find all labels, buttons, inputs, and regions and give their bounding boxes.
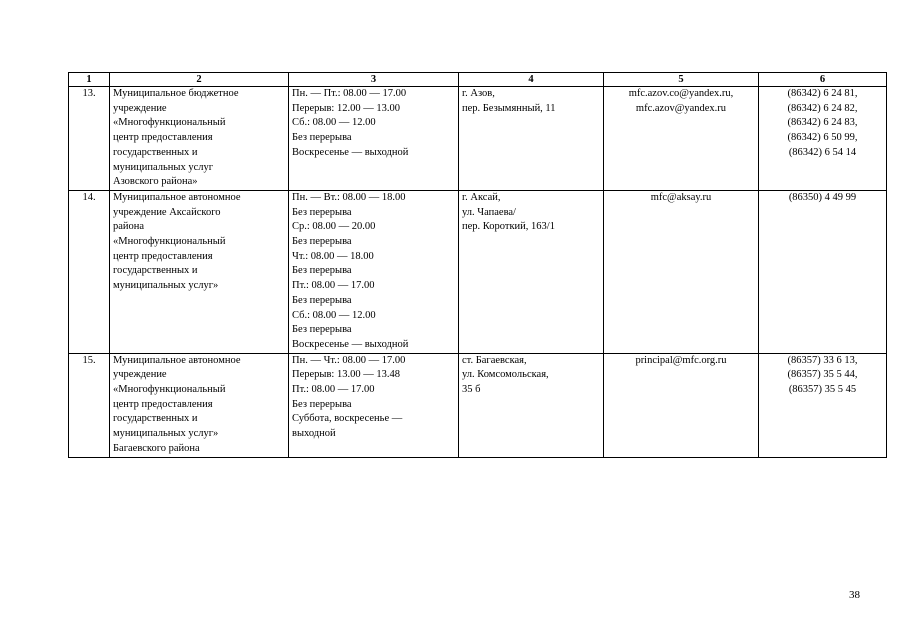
organization-cell-line: Муниципальное автономное: [113, 191, 241, 203]
phone-cell-line: (86357) 35 5 44,: [787, 369, 858, 381]
working-hours-cell-line: Суббота, воскресенье —: [292, 413, 403, 425]
email-cell-line: mfc.azov@yandex.ru: [635, 102, 727, 114]
organization-cell: [110, 190, 289, 353]
email-cell: [604, 190, 759, 353]
working-hours-cell-line: Перерыв: 13.00 — 13.48: [292, 369, 400, 381]
organization-cell-line: Муниципальное автономное: [113, 354, 241, 366]
organization-cell-line: «Многофункциональный: [113, 117, 226, 129]
email-cell: [604, 353, 759, 457]
row-number-cell: 14.: [69, 190, 110, 353]
email-cell-line: principal@mfc.org.ru: [635, 354, 727, 366]
address-cell-line: г. Азов,: [462, 88, 495, 99]
organization-cell-line: государственных и: [113, 413, 198, 425]
organization-cell-line: центр предоставления: [113, 398, 213, 410]
phone-cell: [759, 87, 887, 191]
table-row: [69, 353, 887, 457]
phone-cell: [759, 190, 887, 353]
working-hours-cell-line: Пн. — Пт.: 08.00 — 17.00: [292, 88, 407, 99]
working-hours-cell-line: Без перерыва: [292, 294, 352, 306]
table-body: [69, 87, 887, 458]
header-col-2: 2: [110, 73, 289, 87]
address-cell-line: г. Аксай,: [462, 191, 501, 203]
address-cell: [459, 353, 604, 457]
working-hours-cell: [289, 87, 459, 191]
header-col-1: 1: [69, 73, 110, 87]
organization-cell-line: Муниципальное бюджетное: [113, 88, 239, 99]
organization-cell-line: учреждение: [113, 369, 167, 381]
organization-cell-line: Азовского района»: [113, 176, 198, 188]
working-hours-cell-line: Сб.: 08.00 — 12.00: [292, 309, 376, 321]
address-cell-line: 35 б: [462, 384, 481, 396]
mfc-table: [68, 72, 887, 458]
organization-cell-line: учреждение: [113, 102, 167, 114]
phone-cell: [759, 353, 887, 457]
organization-cell-line: «Многофункциональный: [113, 236, 226, 248]
phone-cell-line: (86342) 6 54 14: [788, 146, 857, 158]
organization-cell-line: учреждение Аксайского: [113, 206, 221, 218]
organization-cell-line: государственных и: [113, 146, 198, 158]
working-hours-cell-line: Воскресенье — выходной: [292, 146, 409, 158]
header-col-6: 6: [759, 73, 887, 87]
address-cell: [459, 190, 604, 353]
working-hours-cell-line: Воскресенье — выходной: [292, 338, 409, 350]
address-cell-line: ул. Комсомольская,: [462, 369, 549, 381]
working-hours-cell-line: Пт.: 08.00 — 17.00: [292, 384, 375, 396]
header-col-5: 5: [604, 73, 759, 87]
phone-cell-line: (86342) 6 24 82,: [787, 102, 858, 114]
working-hours-cell-line: Без перерыва: [292, 265, 352, 277]
working-hours-cell-line: Сб.: 08.00 — 12.00: [292, 117, 376, 129]
working-hours-cell-line: Чт.: 08.00 — 18.00: [292, 250, 374, 262]
working-hours-cell-line: Без перерыва: [292, 398, 352, 410]
working-hours-cell: [289, 190, 459, 353]
table-row: [69, 190, 887, 353]
table-row: [69, 87, 887, 191]
address-cell-line: ст. Багаевская,: [462, 354, 527, 366]
working-hours-cell-line: Ср.: 08.00 — 20.00: [292, 221, 376, 233]
header-row: [69, 73, 887, 87]
organization-cell-line: государственных и: [113, 265, 198, 277]
row-number-cell: 13.: [69, 87, 110, 191]
phone-cell-line: (86342) 6 24 81,: [787, 88, 858, 99]
organization-cell-line: муниципальных услуг»: [113, 280, 219, 292]
phone-cell-line: (86357) 33 6 13,: [787, 354, 858, 366]
organization-cell: [110, 87, 289, 191]
organization-cell-line: Багаевского района: [113, 442, 200, 454]
working-hours-cell-line: Пн. — Чт.: 08.00 — 17.00: [292, 354, 406, 366]
organization-cell-line: центр предоставления: [113, 132, 213, 144]
organization-cell-line: муниципальных услуг»: [113, 428, 219, 440]
email-cell-line: mfc.azov.co@yandex.ru,: [628, 88, 734, 99]
working-hours-cell-line: Перерыв: 12.00 — 13.00: [292, 102, 400, 114]
header-col-3: 3: [289, 73, 459, 87]
address-cell: [459, 87, 604, 191]
page-number: 38: [849, 589, 860, 601]
organization-cell-line: района: [113, 221, 145, 233]
phone-cell-line: (86357) 35 5 45: [788, 384, 857, 396]
phone-cell-line: (86342) 6 50 99,: [787, 132, 858, 144]
header-col-4: 4: [459, 73, 604, 87]
working-hours-cell-line: Пн. — Вт.: 08.00 — 18.00: [292, 191, 406, 203]
working-hours-cell-line: выходной: [292, 428, 336, 440]
address-cell-line: пер. Короткий, 163/1: [462, 221, 555, 233]
phone-cell-line: (86342) 6 24 83,: [787, 117, 858, 129]
organization-cell: [110, 353, 289, 457]
address-cell-line: ул. Чапаева/: [462, 206, 516, 218]
phone-cell-line: (86350) 4 49 99: [788, 191, 857, 203]
organization-cell-line: центр предоставления: [113, 250, 213, 262]
row-number-cell: 15.: [69, 353, 110, 457]
working-hours-cell-line: Без перерыва: [292, 324, 352, 336]
working-hours-cell-line: Без перерыва: [292, 236, 352, 248]
organization-cell-line: «Многофункциональный: [113, 384, 226, 396]
working-hours-cell-line: Без перерыва: [292, 132, 352, 144]
table-header: [69, 73, 887, 87]
working-hours-cell-line: Без перерыва: [292, 206, 352, 218]
organization-cell-line: муниципальных услуг: [113, 161, 214, 173]
email-cell-line: mfc@aksay.ru: [650, 191, 712, 203]
email-cell: [604, 87, 759, 191]
working-hours-cell-line: Пт.: 08.00 — 17.00: [292, 280, 375, 292]
address-cell-line: пер. Безымянный, 11: [462, 102, 556, 114]
working-hours-cell: [289, 353, 459, 457]
